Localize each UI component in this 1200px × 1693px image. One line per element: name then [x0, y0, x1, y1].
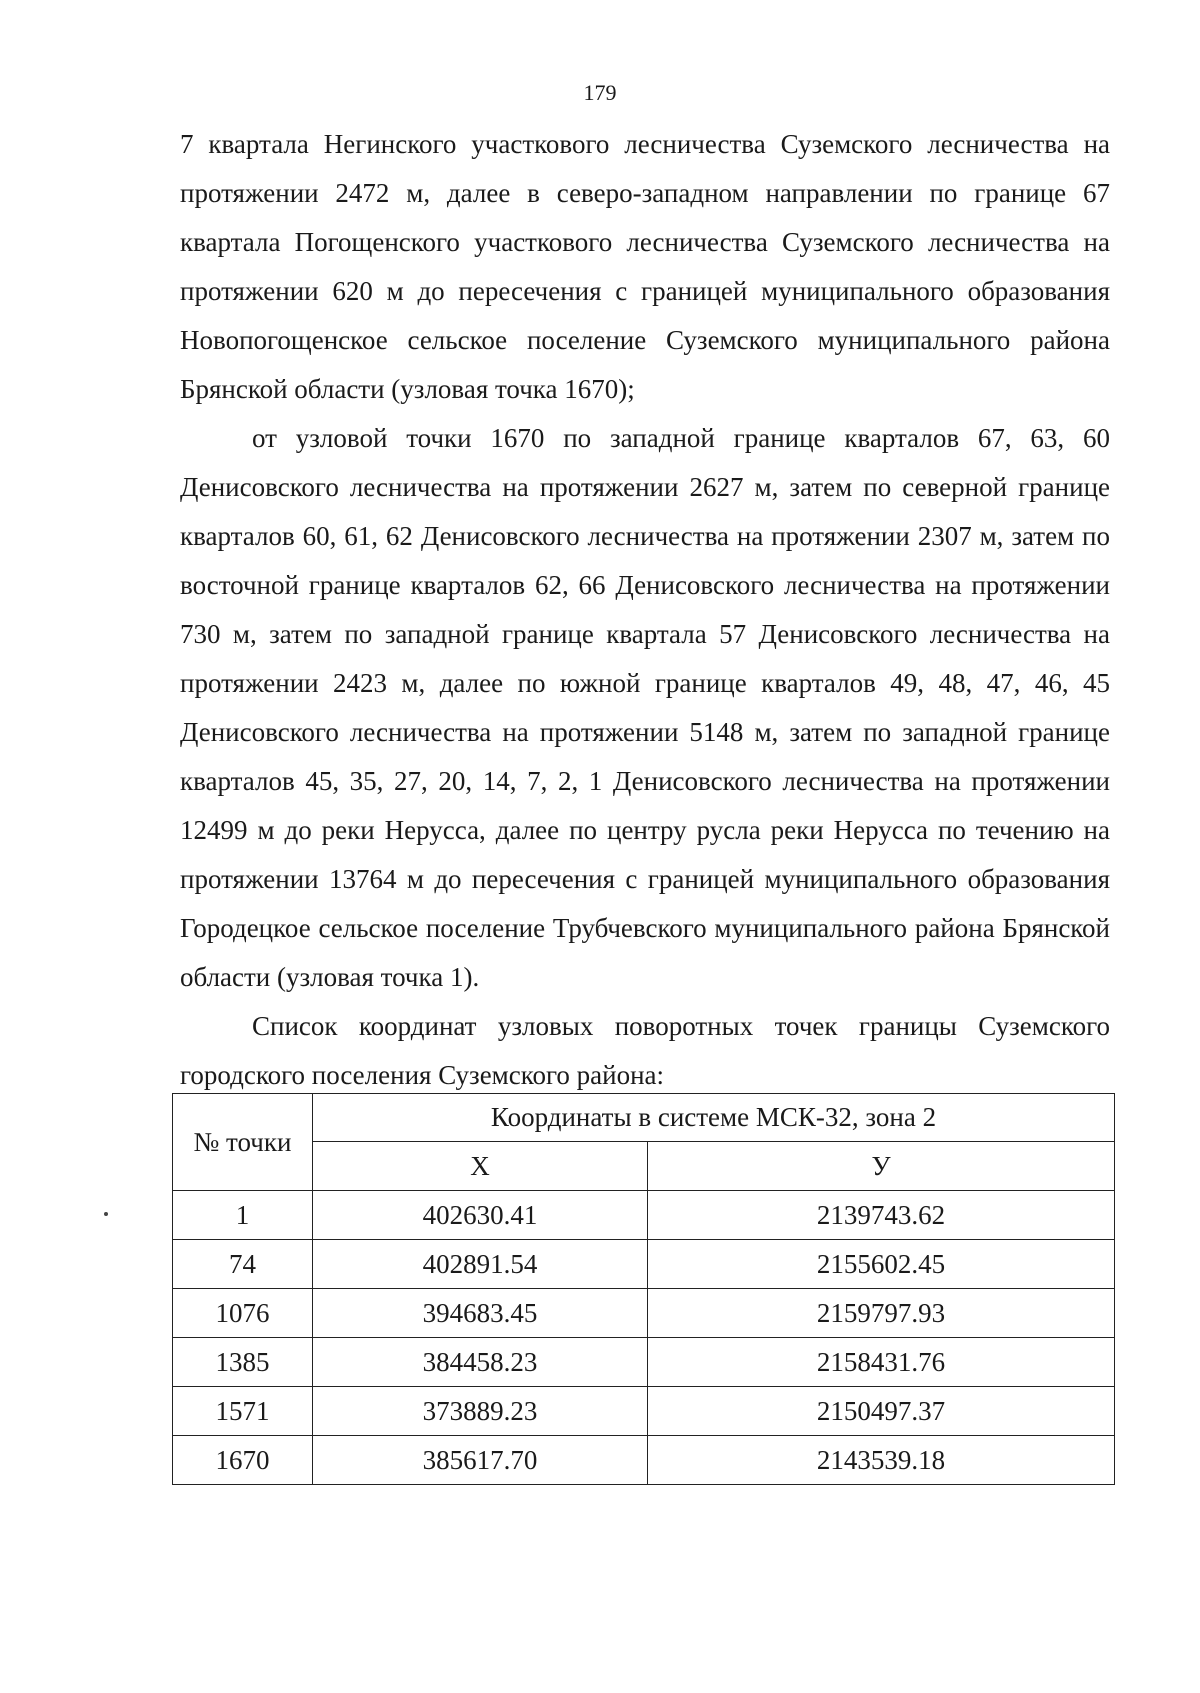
cell-x: 385617.70 — [313, 1436, 648, 1485]
header-y: У — [648, 1142, 1115, 1191]
table-row — [173, 1191, 1115, 1240]
cell-x: 402630.41 — [313, 1191, 648, 1240]
page-number: 179 — [583, 80, 617, 105]
cell-x: 394683.45 — [313, 1289, 648, 1338]
header-coordinate-system: Координаты в системе МСК-32, зона 2 — [313, 1094, 1115, 1142]
scan-speck — [104, 1212, 108, 1216]
cell-y: 2150497.37 — [648, 1387, 1115, 1436]
coordinates-table — [172, 1093, 1115, 1485]
cell-point: 1571 — [173, 1387, 313, 1436]
table-row — [173, 1240, 1115, 1289]
paragraph-coordinates-intro: Список координат узловых поворотных точек границы Суземского городского поселения Суземского района: — [180, 1011, 1110, 1090]
cell-y: 2139743.62 — [648, 1191, 1115, 1240]
body-text — [180, 120, 1110, 1100]
cell-y: 2155602.45 — [648, 1240, 1115, 1289]
table-row — [173, 1436, 1115, 1485]
table-row — [173, 1289, 1115, 1338]
cell-point: 1076 — [173, 1289, 313, 1338]
cell-point: 74 — [173, 1240, 313, 1289]
cell-point: 1385 — [173, 1338, 313, 1387]
cell-point: 1 — [173, 1191, 313, 1240]
cell-x: 402891.54 — [313, 1240, 648, 1289]
cell-x: 384458.23 — [313, 1338, 648, 1387]
cell-point: 1670 — [173, 1436, 313, 1485]
paragraph-boundary-description: от узловой точки 1670 по западной границе кварталов 67, 63, 60 Денисовского лесничества на протяжении 2627 м, затем по северной границе кварталов 60, 61, 62 Денисовского лесничества на протяжении 2307 м, затем по восточной границе кварталов 62, 66 Денисовского лесничества на протяжении 730 м, затем по западной границе квартала 57 Денисовского лесничества на протяжении 2423 м, далее по южной границе кварталов 49, 48, 47, 46, 45 Денисовского лесничества на протяжении 5148 м, затем по западной границе кварталов 45, 35, 27, 20, 14, 7, 2, 1 Денисовского лесничества на протяжении 12499 м до реки Нерусса, далее по центру русла реки Нерусса по течению на протяжении 13764 м до пересечения с границей муниципального образования Городецкое сельское поселение Трубчевского муниципального района Брянской области (узловая точка 1). — [180, 423, 1110, 992]
cell-x: 373889.23 — [313, 1387, 648, 1436]
header-x: X — [313, 1142, 648, 1191]
table-row — [173, 1338, 1115, 1387]
header-point-number: № точки — [173, 1094, 313, 1191]
table-row — [173, 1387, 1115, 1436]
cell-y: 2143539.18 — [648, 1436, 1115, 1485]
cell-y: 2159797.93 — [648, 1289, 1115, 1338]
paragraph-continuation: 7 квартала Негинского участкового лесничества Суземского лесничества на протяжении 2472 м, далее в северо-западном направлении по границе 67 квартала Погощенского участкового лесничества Суземского лесничества на протяжении 620 м до пересечения с границей муниципального образования Новопогощенское сельское поселение Суземского муниципального района Брянской области (узловая точка 1670); — [180, 129, 1110, 404]
cell-y: 2158431.76 — [648, 1338, 1115, 1387]
